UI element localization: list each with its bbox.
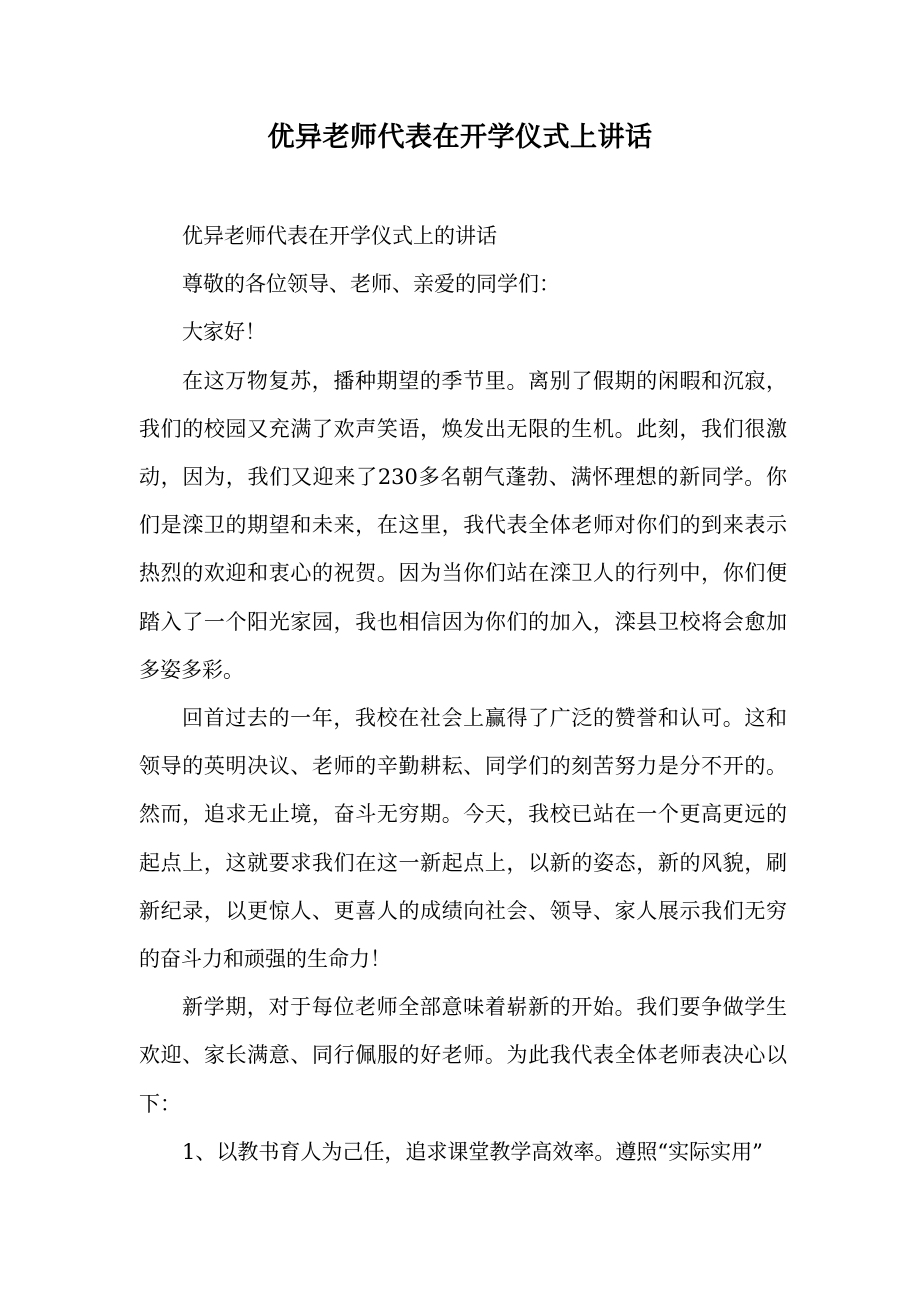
body-paragraph: 在这万物复苏，播种期望的季节里。离别了假期的闲暇和沉寂，我们的校园又充满了欢声笑语，焕发出无限的生机。此刻，我们很激动，因为，我们又迎来了230多名朝气蓬勃、满怀理想的新同学。你们是滦卫的期望和未来，在这里，我代表全体老师对你们的到来表示热烈的欢迎和衷心的祝贺。因为当你们站在滦卫人的行列中，你们便踏入了一个阳光家园，我也相信因为你们的加入，滦县卫校将会愈加多姿多彩。 — [139, 368, 787, 682]
body-paragraph: 1、以教书育人为己任，追求课堂教学高效率。遵照“实际实用” — [182, 1139, 763, 1164]
body-paragraph: 回首过去的一年，我校在社会上赢得了广泛的赞誉和认可。这和领导的英明决议、老师的辛勤耕耘、同学们的刻苦努力是分不开的。然而，追求无止境，奋斗无穷期。今天，我校已站在一个更高更远的起点上，这就要求我们在这一新起点上，以新的姿态，新的风貌，刷新纪录，以更惊人、更喜人的成绩向社会、领导、家人展示我们无穷的奋斗力和顽强的生命力！ — [139, 706, 787, 972]
greeting-paragraph: 大家好！ — [182, 320, 266, 345]
subtitle-paragraph: 优异老师代表在开学仪式上的讲话 — [182, 224, 497, 248]
body-paragraph: 新学期，对于每位老师全部意味着崭新的开始。我们要争做学生欢迎、家长满意、同行佩服的好老师。为此我代表全体老师表决心以下： — [139, 995, 787, 1116]
document-title: 优异老师代表在开学仪式上讲话 — [267, 122, 653, 153]
document-body — [139, 212, 787, 1176]
salutation-paragraph: 尊敬的各位领导、老师、亲爱的同学们： — [182, 272, 560, 297]
